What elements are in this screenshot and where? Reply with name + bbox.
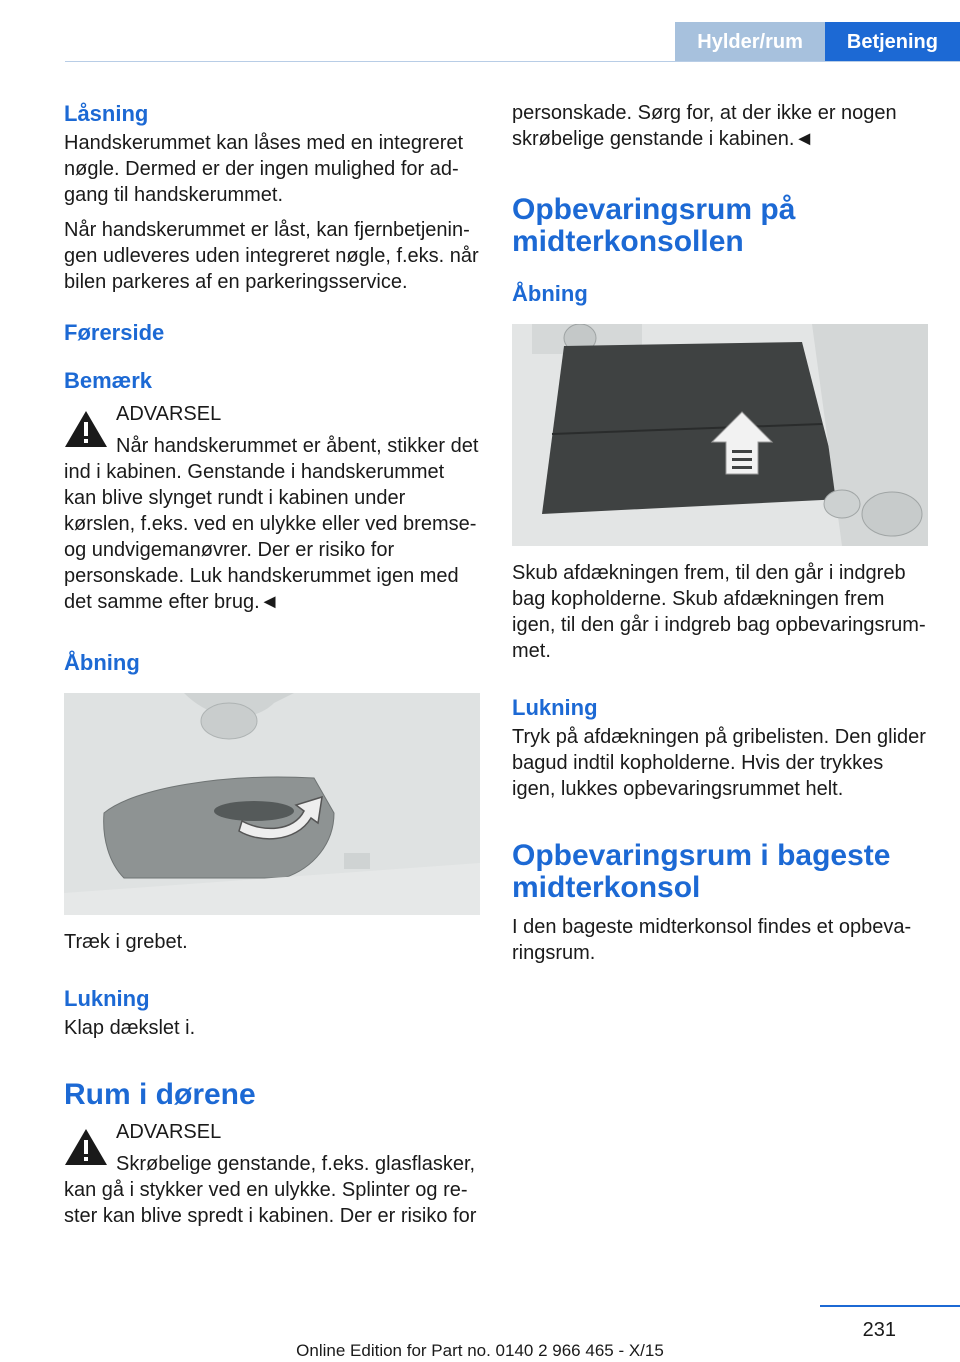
rear-console-heading: Opbevaringsrum i bageste midterkonsol: [512, 839, 891, 904]
closing-text-left: Klap dækslet i.: [64, 1017, 196, 1039]
warning-2-body: kan gå i stykker ved en ulykke. Splinter og rester kan blive spredt i kabinen. Der er risiko for: [64, 1179, 477, 1227]
warning-triangle-icon: [64, 409, 108, 449]
glovebox-figure: [64, 693, 480, 915]
right-column: [512, 100, 928, 975]
left-column: [64, 100, 480, 1229]
closing-heading-left: Lukning: [64, 986, 150, 1011]
lock-paragraph-1: Handskerummet kan låses med en integreret nøgle. Dermed er der ingen mulighed for adgang til handskerummet.: [64, 132, 464, 206]
warning-block-1: [64, 401, 480, 615]
center-console-figure: [512, 324, 928, 546]
opening-heading-right: Åbning: [512, 281, 588, 306]
closing-text-right: Tryk på afdækningen på gribelisten. Den glider bagud indtil kopholderne. Hvis der trykkes igen, lukkes opbevaringsrummet helt.: [512, 726, 926, 800]
lock-heading: Låsning: [64, 101, 149, 126]
footer-edition: Online Edition for Part no. 0140 2 966 465 - X/15: [296, 1341, 664, 1360]
warning-2-lead: Skrøbelige genstande, f.eks. glasflasker,: [116, 1153, 476, 1175]
warning-1-lead: Når handskerummet er åbent, stikker det: [116, 435, 479, 457]
lock-paragraph-2: Når handskerummet er låst, kan fjernbetjeningen udleveres uden integreret nøgle, f.eks. når bilen parkeres af en parkeringsservice.: [64, 219, 479, 293]
opening-heading-left: Åbning: [64, 650, 140, 675]
center-console-heading: Opbevaringsrum på midterkonsollen: [512, 193, 796, 258]
page-number: 231: [862, 1319, 896, 1341]
warning-1-body: ind i kabinen. Genstande i handskerummet kan blive slynget rundt i kabinen under kørslen, f.eks. ved en ulykke eller ved bremse- og undvigemanøvrer. Der er risiko for personskade. Luk handskerummet igen med det samme efter brug.◄: [64, 461, 477, 613]
glovebox-illustration: [64, 693, 480, 915]
doors-heading: Rum i dørene: [64, 1078, 256, 1111]
note-heading: Bemærk: [64, 368, 153, 393]
driver-side-heading: Førerside: [64, 320, 165, 345]
warning-2-title: ADVARSEL: [116, 1121, 222, 1143]
warning-block-2: [64, 1119, 480, 1229]
warning-continuation: personskade. Sørg for, at der ikke er nogen skrøbelige genstande i kabinen.◄: [512, 102, 897, 150]
center-console-illustration: [512, 324, 928, 546]
tab-operation[interactable]: Betjening: [825, 22, 960, 62]
rear-console-text: I den bageste midterkonsol findes et opbevaringsrum.: [512, 916, 912, 964]
warning-1-title: ADVARSEL: [116, 403, 222, 425]
header-tabs: [675, 22, 960, 62]
opening-caption-left: Træk i grebet.: [64, 931, 188, 953]
closing-heading-right: Lukning: [512, 695, 598, 720]
header-divider: [65, 61, 960, 62]
warning-triangle-icon: [64, 1127, 108, 1167]
tab-shelves[interactable]: Hylder/rum: [675, 22, 825, 62]
footer-divider: [820, 1305, 960, 1307]
opening-caption-right: Skub afdækningen frem, til den går i indgreb bag kopholderne. Skub afdækningen frem igen, til den går i indgreb bag opbevaringsrummet.: [512, 562, 926, 662]
